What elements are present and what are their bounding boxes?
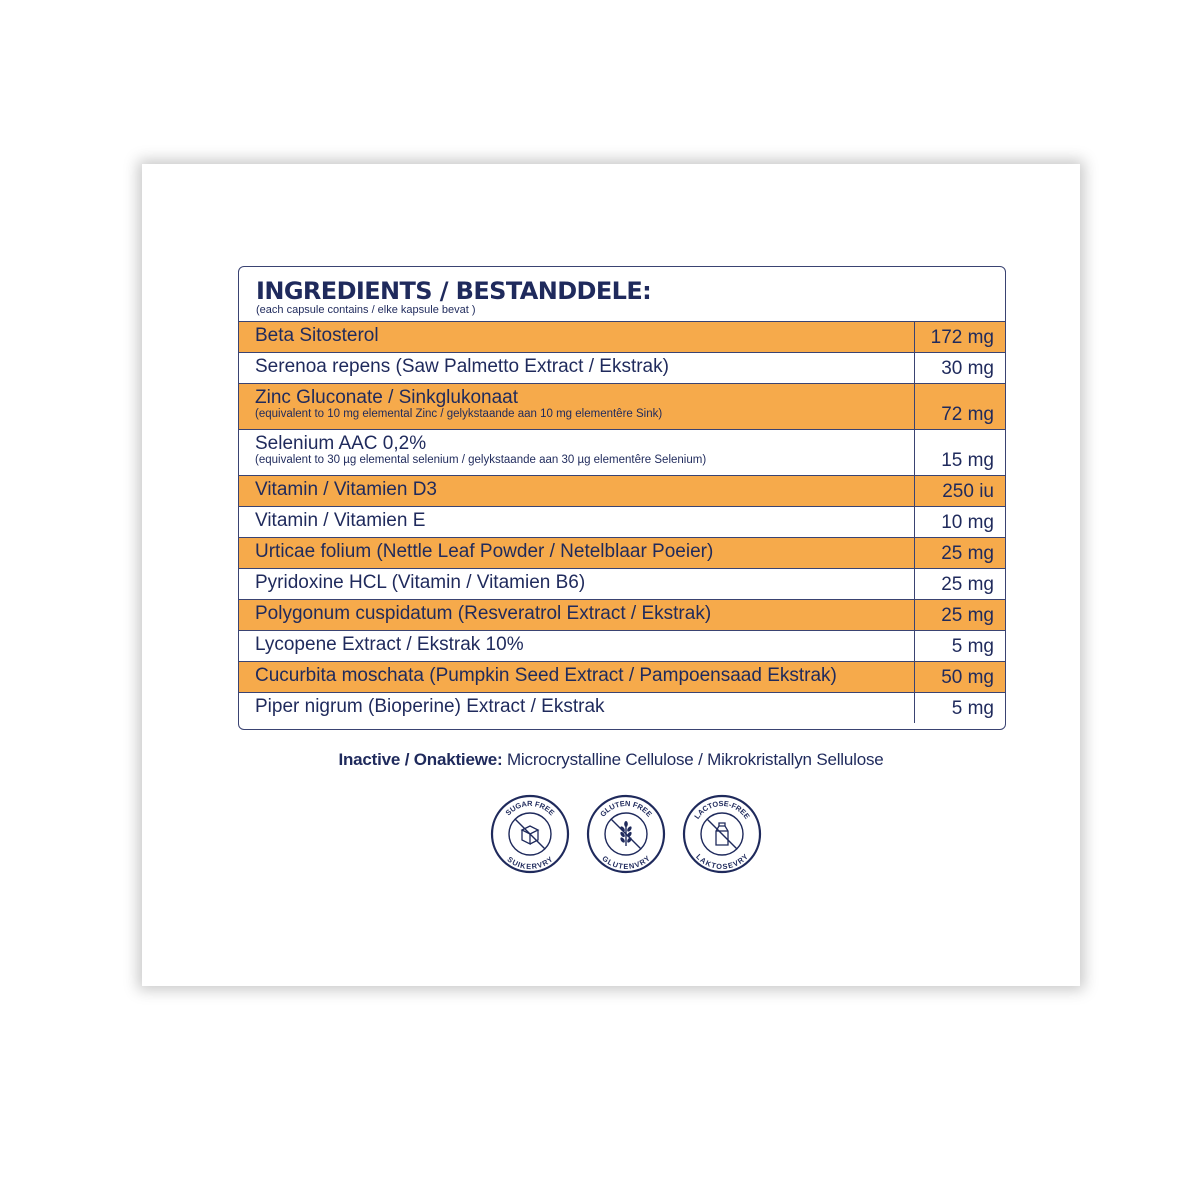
ingredient-cell bbox=[239, 430, 915, 475]
ingredient-rows bbox=[239, 321, 1005, 723]
inactive-value: Microcrystalline Cellulose / Mikrokristallyn Sellulose bbox=[502, 750, 884, 769]
ingredient-row bbox=[239, 321, 1005, 352]
ingredient-cell bbox=[239, 353, 915, 383]
sugar-cube-icon bbox=[522, 826, 538, 844]
gluten-free-badge bbox=[586, 794, 666, 874]
label-card bbox=[142, 164, 1080, 986]
ingredients-subtitle: (each capsule contains / elke kapsule bevat ) bbox=[256, 304, 476, 316]
ingredient-name: Cucurbita moschata (Pumpkin Seed Extract / Pampoensaad Ekstrak) bbox=[255, 665, 837, 686]
ingredient-cell bbox=[239, 662, 915, 692]
ingredient-amount: 72 mg bbox=[941, 404, 994, 425]
ingredient-amount: 5 mg bbox=[951, 636, 994, 657]
ingredient-cell bbox=[239, 384, 915, 429]
table-header bbox=[239, 267, 1005, 321]
ingredient-row bbox=[239, 630, 1005, 661]
ingredient-cell bbox=[239, 507, 915, 537]
ingredient-name: Vitamin / Vitamien E bbox=[255, 510, 426, 531]
ingredient-row bbox=[239, 429, 1005, 475]
lactose-free-badge bbox=[682, 794, 762, 874]
ingredient-row bbox=[239, 537, 1005, 568]
ingredient-row bbox=[239, 661, 1005, 692]
ingredient-row bbox=[239, 475, 1005, 506]
badge-top-text: GLUTEN FREE bbox=[598, 798, 654, 819]
ingredients-title: INGREDIENTS / BESTANDDELE: bbox=[256, 277, 652, 305]
dietary-badges bbox=[490, 794, 762, 874]
ingredient-amount: 5 mg bbox=[951, 698, 994, 719]
ingredient-row bbox=[239, 568, 1005, 599]
ingredient-note: (equivalent to 30 µg elemental selenium / gelykstaande aan 30 µg elementêre Selenium) bbox=[255, 454, 707, 466]
ingredient-cell bbox=[239, 476, 915, 506]
ingredient-amount: 25 mg bbox=[941, 605, 994, 626]
ingredient-amount: 25 mg bbox=[941, 543, 994, 564]
ingredient-cell bbox=[239, 569, 915, 599]
ingredient-row bbox=[239, 383, 1005, 429]
ingredient-row bbox=[239, 599, 1005, 630]
ingredient-name: Urticae folium (Nettle Leaf Powder / Netelblaar Poeier) bbox=[255, 541, 714, 562]
ingredient-cell bbox=[239, 322, 915, 352]
ingredient-note: (equivalent to 10 mg elemental Zinc / gelykstaande aan 10 mg elementêre Sink) bbox=[255, 408, 663, 420]
ingredient-name: Serenoa repens (Saw Palmetto Extract / Ekstrak) bbox=[255, 356, 669, 377]
ingredient-name: Zinc Gluconate / Sinkglukonaat bbox=[255, 387, 518, 408]
ingredient-cell bbox=[239, 600, 915, 630]
ingredient-name: Beta Sitosterol bbox=[255, 325, 379, 346]
ingredients-table bbox=[238, 266, 1006, 730]
inactive-ingredients bbox=[142, 750, 1080, 770]
badge-bottom-text: GLUTENVRY bbox=[600, 853, 652, 872]
ingredient-row bbox=[239, 352, 1005, 383]
badge-top-text: SUGAR FREE bbox=[503, 798, 557, 818]
ingredient-name: Vitamin / Vitamien D3 bbox=[255, 479, 437, 500]
ingredient-row bbox=[239, 506, 1005, 537]
badge-bottom-text: SUIKERVRY bbox=[505, 854, 555, 872]
ingredient-amount: 10 mg bbox=[941, 512, 994, 533]
ingredient-amount: 15 mg bbox=[941, 450, 994, 471]
ingredient-cell bbox=[239, 631, 915, 661]
ingredient-amount: 50 mg bbox=[941, 667, 994, 688]
ingredient-cell bbox=[239, 693, 915, 723]
ingredient-amount: 250 iu bbox=[942, 481, 994, 502]
sugar-free-badge bbox=[490, 794, 570, 874]
ingredient-amount: 172 mg bbox=[930, 327, 994, 348]
ingredient-name: Piper nigrum (Bioperine) Extract / Ekstrak bbox=[255, 696, 605, 717]
badge-top-text: LACTOSE-FREE bbox=[692, 798, 752, 821]
ingredient-amount: 30 mg bbox=[941, 358, 994, 379]
ingredient-cell bbox=[239, 538, 915, 568]
inactive-label: Inactive / Onaktiewe: bbox=[338, 750, 503, 769]
ingredient-amount: 25 mg bbox=[941, 574, 994, 595]
wheat-icon bbox=[619, 821, 632, 846]
ingredient-name: Polygonum cuspidatum (Resveratrol Extract / Ekstrak) bbox=[255, 603, 712, 624]
ingredient-name: Selenium AAC 0,2% bbox=[255, 433, 427, 454]
ingredient-name: Lycopene Extract / Ekstrak 10% bbox=[255, 634, 524, 655]
badge-bottom-text: LAKTOSEVRY bbox=[694, 852, 750, 872]
ingredient-row bbox=[239, 692, 1005, 723]
ingredient-name: Pyridoxine HCL (Vitamin / Vitamien B6) bbox=[255, 572, 586, 593]
